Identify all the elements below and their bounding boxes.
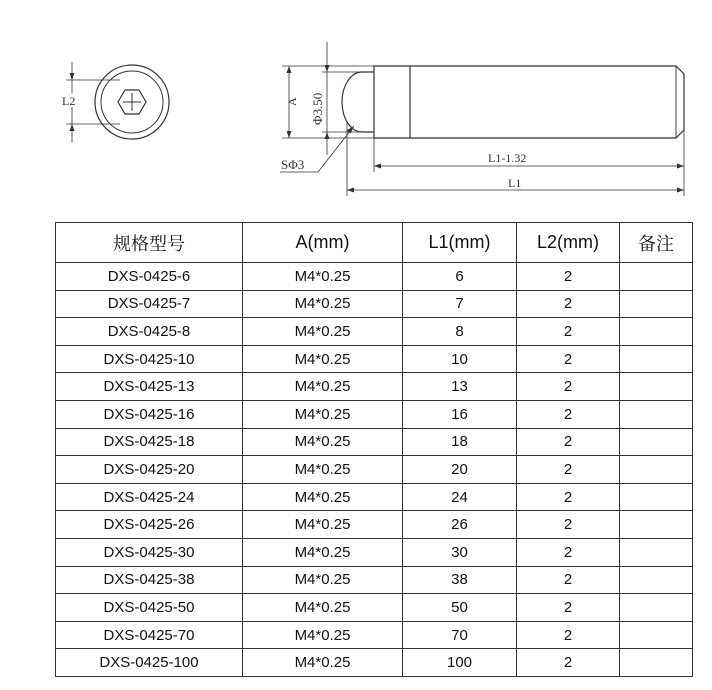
model-cell: DXS-0425-10 xyxy=(56,345,243,373)
header-model: 规格型号 xyxy=(56,223,243,263)
a-arrow-bottom xyxy=(287,131,292,138)
table-row xyxy=(56,621,693,649)
a-cell: M4*0.25 xyxy=(243,511,403,539)
a-cell: M4*0.25 xyxy=(243,345,403,373)
l1-arrow-left xyxy=(347,188,354,193)
model-cell: DXS-0425-7 xyxy=(56,290,243,318)
remarks-cell xyxy=(620,538,693,566)
table-row xyxy=(56,566,693,594)
remarks-cell xyxy=(620,400,693,428)
l1-cell: 24 xyxy=(403,483,517,511)
a-cell: M4*0.25 xyxy=(243,290,403,318)
l2-cell: 2 xyxy=(517,594,620,622)
remarks-cell xyxy=(620,456,693,484)
l1-cell: 8 xyxy=(403,318,517,346)
spec-table xyxy=(55,222,693,677)
l2-cell: 2 xyxy=(517,290,620,318)
l1-arrow-right xyxy=(677,188,684,193)
dia-arrow-top xyxy=(325,65,330,72)
l2-cell: 2 xyxy=(517,456,620,484)
a-cell: M4*0.25 xyxy=(243,263,403,291)
l2-cell: 2 xyxy=(517,263,620,291)
remarks-cell xyxy=(620,373,693,401)
l1-cell: 16 xyxy=(403,400,517,428)
l2-cell: 2 xyxy=(517,345,620,373)
l2-cell: 2 xyxy=(517,428,620,456)
remarks-cell xyxy=(620,263,693,291)
l1-minus-arrow-left xyxy=(374,164,381,169)
remarks-cell xyxy=(620,511,693,539)
a-cell: M4*0.25 xyxy=(243,428,403,456)
a-cell: M4*0.25 xyxy=(243,456,403,484)
remarks-cell xyxy=(620,483,693,511)
table-row xyxy=(56,511,693,539)
l1-cell: 7 xyxy=(403,290,517,318)
sphere-label: SΦ3 xyxy=(281,157,305,172)
table-row xyxy=(56,428,693,456)
model-cell: DXS-0425-8 xyxy=(56,318,243,346)
a-cell: M4*0.25 xyxy=(243,373,403,401)
l1-cell: 13 xyxy=(403,373,517,401)
table-row xyxy=(56,263,693,291)
l1-cell: 30 xyxy=(403,538,517,566)
l1-minus-label: L1-1.32 xyxy=(488,151,527,165)
l1-cell: 70 xyxy=(403,621,517,649)
l2-cell: 2 xyxy=(517,400,620,428)
header-l2: L2(mm) xyxy=(517,223,620,263)
a-cell: M4*0.25 xyxy=(243,649,403,677)
l1-cell: 6 xyxy=(403,263,517,291)
table-row xyxy=(56,400,693,428)
l1-cell: 26 xyxy=(403,511,517,539)
remarks-cell xyxy=(620,649,693,677)
remarks-cell xyxy=(620,318,693,346)
model-cell: DXS-0425-50 xyxy=(56,594,243,622)
model-cell: DXS-0425-30 xyxy=(56,538,243,566)
remarks-cell xyxy=(620,621,693,649)
l2-cell: 2 xyxy=(517,511,620,539)
l2-cell: 2 xyxy=(517,483,620,511)
a-cell: M4*0.25 xyxy=(243,566,403,594)
l2-cell: 2 xyxy=(517,566,620,594)
header-l1: L1(mm) xyxy=(403,223,517,263)
dia-arrow-bottom xyxy=(325,132,330,139)
model-cell: DXS-0425-24 xyxy=(56,483,243,511)
model-cell: DXS-0425-100 xyxy=(56,649,243,677)
table-row xyxy=(56,318,693,346)
remarks-cell xyxy=(620,566,693,594)
header-remarks: 备注 xyxy=(620,223,693,263)
l2-cell: 2 xyxy=(517,373,620,401)
model-cell: DXS-0425-6 xyxy=(56,263,243,291)
model-cell: DXS-0425-18 xyxy=(56,428,243,456)
l2-cell: 2 xyxy=(517,318,620,346)
header-a: A(mm) xyxy=(243,223,403,263)
table-row xyxy=(56,483,693,511)
l1-cell: 18 xyxy=(403,428,517,456)
l1-minus-arrow-right xyxy=(677,164,684,169)
table-row xyxy=(56,290,693,318)
l2-arrow-bottom xyxy=(70,124,75,131)
model-cell: DXS-0425-26 xyxy=(56,511,243,539)
table-row xyxy=(56,345,693,373)
a-cell: M4*0.25 xyxy=(243,621,403,649)
l2-cell: 2 xyxy=(517,621,620,649)
l2-cell: 2 xyxy=(517,649,620,677)
a-cell: M4*0.25 xyxy=(243,594,403,622)
technical-drawing xyxy=(0,0,712,210)
a-label: A xyxy=(285,97,299,106)
table-row xyxy=(56,538,693,566)
remarks-cell xyxy=(620,428,693,456)
model-cell: DXS-0425-13 xyxy=(56,373,243,401)
a-cell: M4*0.25 xyxy=(243,538,403,566)
side-view xyxy=(280,42,684,196)
l1-cell: 20 xyxy=(403,456,517,484)
l2-arrow-top xyxy=(70,73,75,80)
remarks-cell xyxy=(620,290,693,318)
threaded-body-outline xyxy=(410,66,684,138)
table-header-row xyxy=(56,223,693,263)
diameter-label: Φ3.50 xyxy=(310,92,325,125)
table-body xyxy=(56,263,693,677)
model-cell: DXS-0425-16 xyxy=(56,400,243,428)
a-cell: M4*0.25 xyxy=(243,318,403,346)
pin-body-outline xyxy=(374,66,410,138)
table-row xyxy=(56,456,693,484)
l2-label: L2 xyxy=(62,94,76,108)
table-row xyxy=(56,649,693,677)
a-cell: M4*0.25 xyxy=(243,400,403,428)
table-row xyxy=(56,373,693,401)
end-view xyxy=(66,62,169,142)
l1-cell: 50 xyxy=(403,594,517,622)
l1-cell: 10 xyxy=(403,345,517,373)
model-cell: DXS-0425-70 xyxy=(56,621,243,649)
l1-cell: 38 xyxy=(403,566,517,594)
remarks-cell xyxy=(620,594,693,622)
a-cell: M4*0.25 xyxy=(243,483,403,511)
a-arrow-top xyxy=(287,66,292,73)
remarks-cell xyxy=(620,345,693,373)
table-row xyxy=(56,594,693,622)
model-cell: DXS-0425-38 xyxy=(56,566,243,594)
model-cell: DXS-0425-20 xyxy=(56,456,243,484)
l2-cell: 2 xyxy=(517,538,620,566)
sphere-leader xyxy=(318,126,354,172)
l1-cell: 100 xyxy=(403,649,517,677)
l1-label: L1 xyxy=(508,176,522,190)
